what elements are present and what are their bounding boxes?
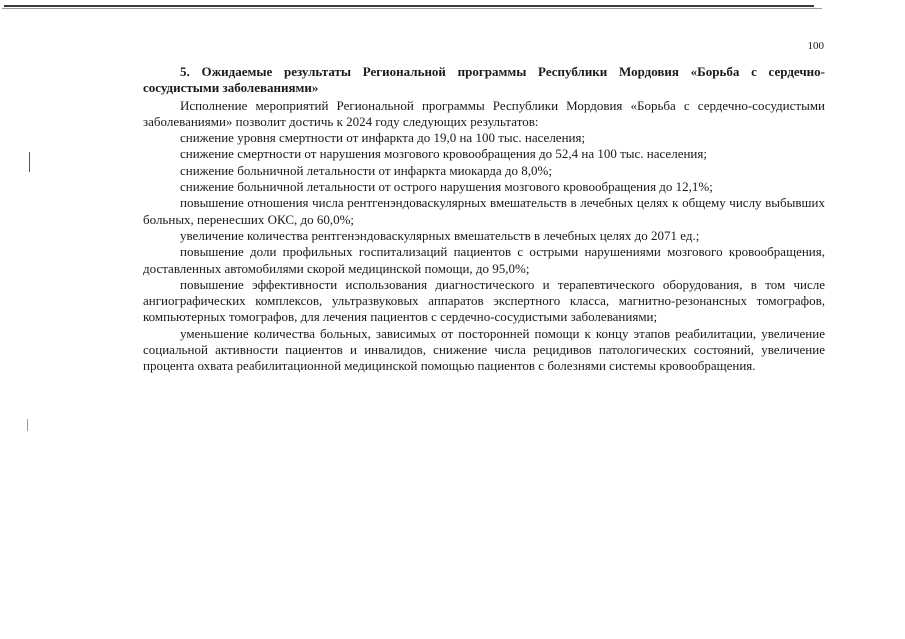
- intro-paragraph: Исполнение мероприятий Региональной программы Республики Мордовия «Борьба с сердечно-сосудистыми заболеваниями» позволит достичь к 2024 году следующих результатов:: [143, 97, 825, 129]
- page-number: 100: [807, 40, 824, 52]
- result-item: увеличение количества рентгенэндоваскулярных вмешательств в лечебных целях до 2071 ед.;: [180, 227, 700, 243]
- scan-edge-mark: [29, 152, 30, 172]
- result-item: снижение больничной летальности от острого нарушения мозгового кровообращения до 12,1%;: [180, 179, 713, 195]
- result-item: повышение доли профильных госпитализаций пациентов с острыми нарушениями мозгового кровообращения, доставленных автомобилями скорой медицинской помощи, до 95,0%;: [143, 244, 825, 276]
- scan-top-border: [4, 5, 814, 7]
- result-item: повышение отношения числа рентгенэндоваскулярных вмешательств в лечебных целях к общему числу выбывших больных, перенесших ОКС, до 60,0%;: [143, 195, 825, 227]
- result-item: снижение уровня смертности от инфаркта до 19,0 на 100 тыс. населения;: [180, 130, 586, 146]
- result-item: снижение смертности от нарушения мозгового кровообращения до 52,4 на 100 тыс. населения;: [180, 146, 707, 162]
- result-item: уменьшение количества больных, зависимых от посторонней помощи к концу этапов реабилитации, увеличение социальной активности пациентов и инвалидов, снижение числа рецидивов патологических состояний, увеличение процента охвата реабилитационной медицинской помощью пациентов с болезнями системы кровообращения.: [143, 325, 825, 374]
- result-item: повышение эффективности использования диагностического и терапевтического оборудования, в том числе ангиографических комплексов, ультразвуковых аппаратов экспертного класса, магнитно-резонансных томографов, компьютерных томографов, для лечения пациентов с сердечно-сосудистыми заболеваниями;: [143, 276, 825, 325]
- scan-edge-mark-small: [27, 419, 28, 431]
- result-item: снижение больничной летальности от инфаркта миокарда до 8,0%;: [180, 162, 552, 178]
- scan-top-border-thin: [2, 8, 822, 9]
- document-body: [143, 64, 825, 375]
- section-heading: 5. Ожидаемые результаты Региональной программы Республики Мордовия «Борьба с сердечно-сосудистыми заболеваниями»: [143, 64, 825, 96]
